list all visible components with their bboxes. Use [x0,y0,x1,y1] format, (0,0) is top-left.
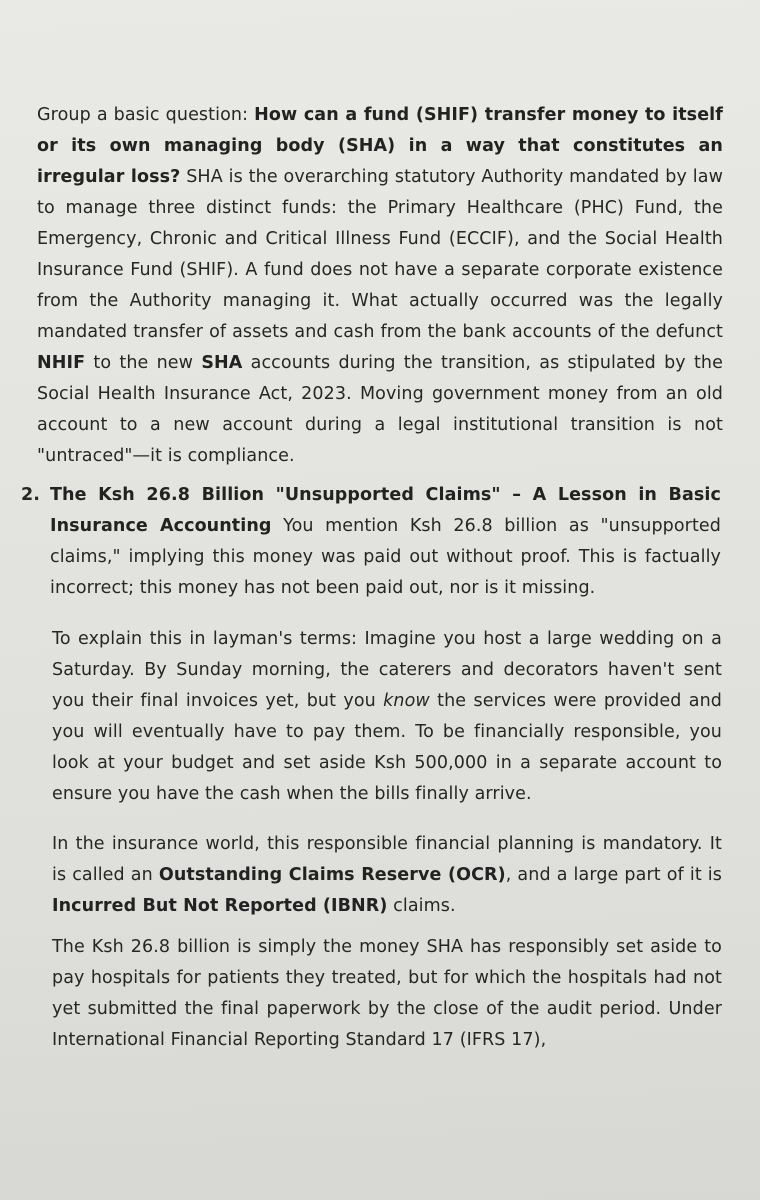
question-emphasis: How can a fund (SHIF) transfer money to itself or its own managing body (SHA) in a way that constitutes an irregular loss? [37,105,723,187]
paragraph-text: You mention Ksh 26.8 billion as "unsupported claims," implying this money was paid out without proof. This is factually incorrect; this money has not been paid out, nor is it missing. [50,516,721,598]
ibnr-emphasis: Incurred But Not Reported (IBNR) [52,896,388,916]
paragraph-text: , and a large part of it is [505,865,722,885]
paragraph-text: to the new [85,353,202,373]
section-heading: The Ksh 26.8 Billion "Unsupported Claims" – A Lesson in Basic Insurance Accounting [50,485,721,536]
paragraph-text: SHA is the overarching statutory Authority mandated by law to manage three distinct funds: the Primary Healthcare (PHC) Fund, the Emergency, Chronic and Critical Illness Fund (ECCIF), and the Social Health Insurance Fund (SHIF). A fund does not have a separate corporate existence from the Authority managing it. What actually occurred was the legally mandated transfer of assets and cash from the bank accounts of the defunct [37,167,723,342]
list-item-2 [21,480,721,604]
paragraph-text: claims. [387,896,456,916]
paragraph-reserve-explanation [52,932,722,1056]
paragraph-text: The Ksh 26.8 billion is simply the money SHA has responsibly set aside to pay hospitals for patients they treated, but for which the hospitals had not yet submitted the final paperwork by the close of the audit period. Under International Financial Reporting Standard 17 (IFRS 17), [52,937,722,1050]
paragraph-text: accounts during the transition, as stipulated by the Social Health Insurance Act, 2023. Moving government money from an old account to a new account during a legal institutional transition is not "untraced"—it is compliance. [37,353,723,466]
paragraph-text: To explain this in layman's terms: Imagine you host a large wedding on a Saturday. By Sunday morning, the caterers and decorators haven't sent you their final invoices yet, but you [52,629,722,711]
paragraph-text: the services were provided and you will eventually have to pay them. To be financially responsible, you look at your budget and set aside Ksh 500,000 in a separate account to ensure you have the cash when the bills finally arrive. [52,691,722,804]
paragraph-fund-transfer [37,100,723,472]
ocr-emphasis: Outstanding Claims Reserve (OCR) [158,865,506,885]
paragraph-text: In the insurance world, this responsible financial planning is mandatory. It is called an [52,834,722,885]
paragraph-lead: Group a basic question: [37,105,255,125]
list-number: 2. [21,485,41,505]
list-item-body [50,480,721,604]
nhif-emphasis: NHIF [37,353,86,373]
know-emphasis: know [383,691,430,711]
sha-emphasis: SHA [201,353,243,373]
paragraph-wedding-analogy [52,624,722,810]
paragraph-insurance-world [52,829,722,922]
